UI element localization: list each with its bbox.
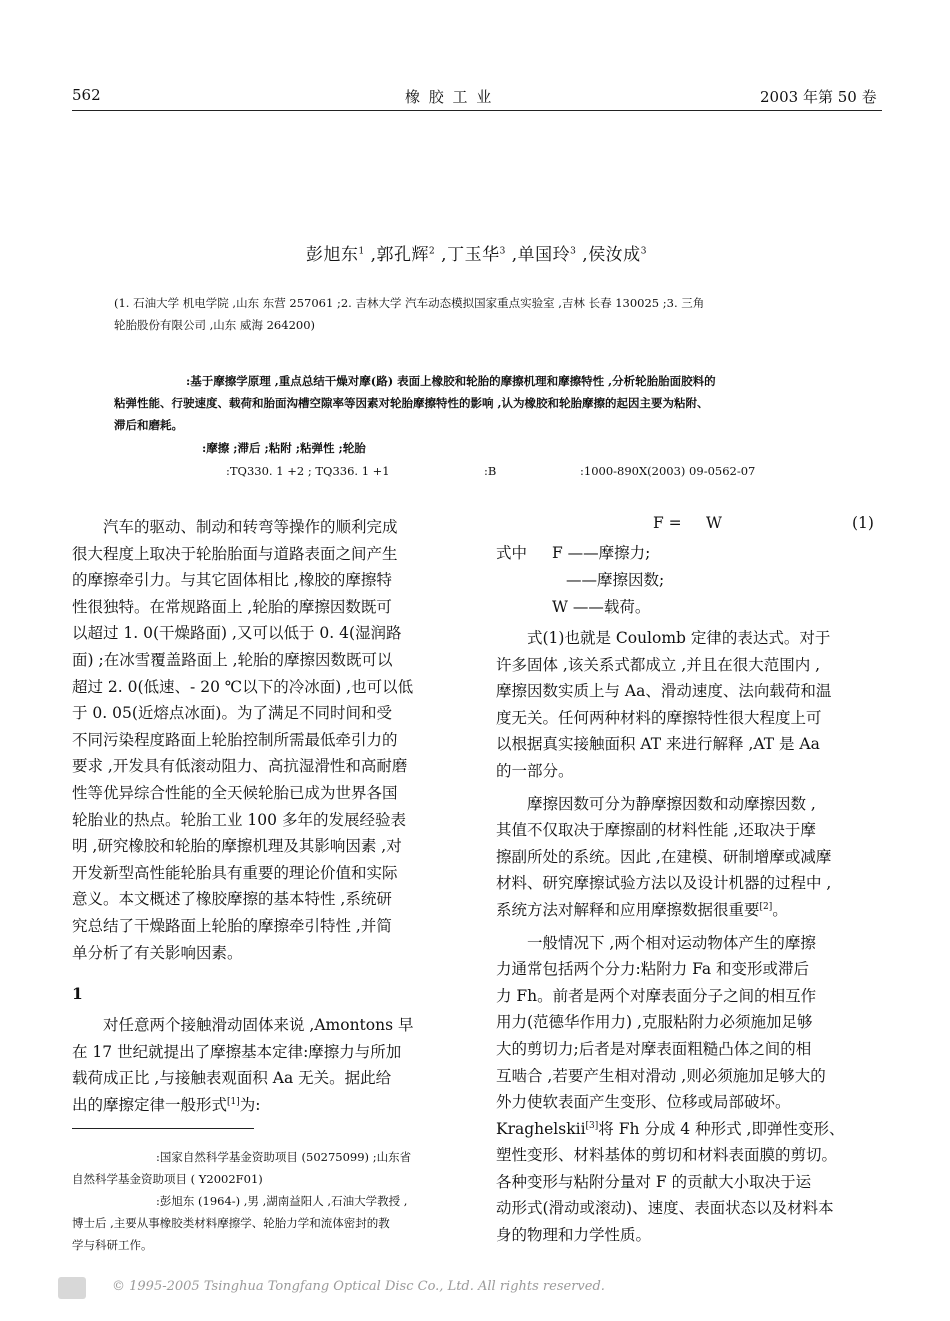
- text-line: 动形式(滑动或滚动)、速度、表面状态以及材料本: [496, 1199, 834, 1218]
- text-line: 将 Fh 分成 4 种形式 ,即弹性变形、: [598, 1119, 845, 1138]
- definition-line: W ——载荷。: [552, 598, 651, 616]
- affiliation-line: (1. 石油大学 机电学院 ,山东 东营 257061 ;2. 吉林大学 汽车动态模拟国家重点实验室 ,吉林 长春 130025 ;3. 三角: [114, 296, 705, 310]
- document-code: :B: [484, 464, 497, 478]
- citation[interactable]: [3]: [585, 1120, 599, 1131]
- affiliation-mark: 1: [358, 246, 365, 257]
- text-line: 互啮合 ,若要产生相对滑动 ,则必须施加足够大的: [496, 1066, 826, 1085]
- text-line: 很大程度上取决于轮胎胎面与道路表面之间产生: [72, 544, 398, 563]
- text-line: 轮胎业的热点。轮胎工业 100 多年的发展经验表: [72, 810, 406, 829]
- abstract-line: 粘弹性能、行驶速度、载荷和胎面沟槽空隙率等因素对轮胎摩擦特性的影响 ,认为橡胶和轮胎摩擦的起因主要为粘附、: [114, 396, 709, 410]
- author-name: 彭旭东: [306, 245, 359, 265]
- text-line: 塑性变形、材料基体的剪切和材料表面膜的剪切。: [496, 1146, 838, 1165]
- text-line: 摩擦因数可分为静摩擦因数和动摩擦因数 ,: [527, 794, 816, 813]
- citation[interactable]: [1]: [227, 1096, 240, 1107]
- text-line: 以根据真实接触面积 AT 来进行解释 ,AT 是 Aa: [496, 735, 820, 754]
- footnote-rule: [72, 1128, 254, 1129]
- author-separator: ,: [576, 245, 589, 265]
- paragraph-friction-factor: [496, 791, 882, 897]
- section1-body: [72, 1012, 458, 1118]
- author-name: 单国玲: [517, 245, 571, 265]
- text-line: 的摩擦牵引力。与其它固体相比 ,橡胶的摩擦特: [72, 571, 392, 590]
- keywords: :摩擦 ;滞后 ;粘附 ;粘弹性 ;轮胎: [202, 441, 366, 455]
- text-line: 在 17 世纪就提出了摩擦基本定律:摩擦力与所加: [72, 1042, 402, 1061]
- left-column: [72, 514, 458, 966]
- author-name: 侯汝成: [588, 245, 641, 265]
- text-line: 大的剪切力;后者是对摩表面粗糙凸体之间的相: [496, 1039, 812, 1058]
- author-bio: :彭旭东 (1964-) ,男 ,湖南益阳人 ,石油大学教授 ,: [156, 1194, 408, 1208]
- paragraph-components: [496, 930, 882, 1116]
- affiliation-mark: 3: [570, 246, 577, 257]
- author-separator: ,: [364, 245, 377, 265]
- affiliation-mark: 2: [429, 246, 436, 257]
- abstract-line: :基于摩擦学原理 ,重点总结干燥对摩(路) 表面上橡胶和轮胎的摩擦机理和摩擦特性 ,分析轮胎胎面胶料的: [186, 374, 716, 388]
- text-line: 究总结了干燥路面上轮胎的摩擦牵引特性 ,并简: [72, 916, 392, 935]
- text-line: 超过 2. 0(低速、- 20 ℃以下的冷冰面) ,也可以低: [72, 677, 414, 696]
- definition-line: ——摩擦因数;: [566, 571, 665, 589]
- paragraph-coulomb: [496, 625, 882, 785]
- text-line: 要求 ,开发具有低滚动阻力、高抗湿滑性和高耐磨: [72, 757, 408, 776]
- text-line: 汽车的驱动、制动和转弯等操作的顺利完成: [103, 518, 398, 536]
- journal-title: 橡 胶 工 业: [405, 88, 494, 106]
- text-line: 出的摩擦定律一般形式: [72, 1095, 228, 1114]
- abstract-line: 滞后和磨耗。: [114, 418, 183, 432]
- author-separator: ,: [505, 245, 518, 265]
- text-line: 其值不仅取决于摩擦副的材料性能 ,还取决于摩: [496, 821, 816, 840]
- section1-paragraph: [72, 1012, 458, 1092]
- text-line: 度无关。任何两种材料的摩擦特性很大程度上可: [496, 708, 822, 727]
- text-line: 性很独特。在常规路面上 ,轮胎的摩擦因数既可: [72, 597, 392, 616]
- text-line: 擦副所处的系统。因此 ,在建模、研制增摩或减摩: [496, 847, 832, 866]
- definition-line: F ——摩擦力;: [552, 544, 651, 562]
- text-line: 对任意两个接触滑动固体来说 ,Amontons 早: [103, 1016, 414, 1034]
- text-line: Kraghelskii: [496, 1119, 586, 1138]
- author-separator: ,: [435, 245, 448, 265]
- header-rule: [72, 110, 882, 111]
- text-line: 单分析了有关影响因素。: [72, 943, 243, 962]
- author-name: 郭孔辉: [376, 245, 430, 265]
- intro-paragraph: [72, 514, 458, 966]
- citation[interactable]: [2]: [759, 901, 773, 912]
- text-line: 一般情况下 ,两个相对运动物体产生的摩擦: [527, 933, 816, 952]
- text-line: 外力使软表面产生变形、位移或局部破坏。: [496, 1093, 791, 1112]
- author-name: 丁玉华: [447, 245, 500, 265]
- affiliation-line: 轮胎股份有限公司 ,山东 威海 264200): [114, 318, 316, 332]
- text-line: 材料、研究摩擦试验方法以及设计机器的过程中 ,: [496, 874, 832, 893]
- text-line: 面) ;在冰雪覆盖路面上 ,轮胎的摩擦因数既可以: [72, 650, 393, 669]
- text-line: 意义。本文概述了橡胶摩擦的基本特性 ,系统研: [72, 890, 392, 909]
- text-line: 为:: [239, 1095, 261, 1114]
- text-line: 式(1)也就是 Coulomb 定律的表达式。对于: [527, 629, 831, 647]
- equation-number: (1): [852, 514, 874, 532]
- text-line: 性等优异综合性能的全天候轮胎已成为世界各国: [72, 783, 398, 802]
- text-line: 许多固体 ,该关系式都成立 ,并且在很大范围内 ,: [496, 655, 821, 674]
- footnotes: [72, 1146, 458, 1256]
- text-line: 身的物理和力学性质。: [496, 1226, 652, 1245]
- paragraph-line: [496, 1116, 882, 1143]
- text-line: 摩擦因数实质上与 Aa、滑动速度、法向载荷和温: [496, 682, 832, 701]
- text-line: 开发新型高性能轮胎具有重要的理论价值和实际: [72, 863, 398, 882]
- paragraph-components-cont: [496, 1142, 882, 1248]
- abstract: [114, 370, 854, 436]
- text-line: 载荷成正比 ,与接触表观面积 Aa 无关。据此给: [72, 1069, 392, 1088]
- author-bio: 学与科研工作。: [72, 1238, 153, 1252]
- text-line: 于 0. 05(近熔点冰面)。为了满足不同时间和受: [72, 704, 392, 723]
- section-heading: 1: [72, 984, 83, 1003]
- text-line: 力通常包括两个分力:粘附力 Fa 和变形或滞后: [496, 960, 810, 979]
- equation-lhs: F =: [653, 514, 682, 532]
- text-line: 明 ,研究橡胶和轮胎的摩擦机理及其影响因素 ,对: [72, 837, 402, 856]
- text-line: 系统方法对解释和应用摩擦数据很重要: [496, 900, 760, 919]
- where-label: 式中: [496, 544, 528, 562]
- equation-rhs: W: [706, 514, 722, 532]
- text-line: 力 Fh。前者是两个对摩表面分子之间的相互作: [496, 986, 817, 1005]
- affiliation-mark: 3: [499, 246, 506, 257]
- copyright-notice: © 1995-2005 Tsinghua Tongfang Optical Disc Co., Ltd. All rights reserved.: [112, 1279, 605, 1294]
- funding-note: :国家自然科学基金资助项目 (50275099) ;山东省: [156, 1150, 412, 1164]
- page-number: 562: [72, 86, 101, 104]
- paragraph-last-line: [496, 897, 882, 924]
- author-bio: 博士后 ,主要从事橡胶类材料摩擦学、轮胎力学和流体密封的教: [72, 1216, 390, 1230]
- text-line: 以超过 1. 0(干燥路面) ,又可以低于 0. 4(湿润路: [72, 624, 402, 643]
- text-line: 各种变形与粘附分量对 F 的贡献大小取决于运: [496, 1172, 812, 1191]
- text-line: 不同污染程度路面上轮胎控制所需最低牵引力的: [72, 730, 398, 749]
- funding-note: 自然科学基金资助项目 ( Y2002F01): [72, 1172, 263, 1186]
- author-line: [306, 240, 647, 265]
- article-id: :1000-890X(2003) 09-0562-07: [580, 464, 756, 478]
- section1-last-line: [72, 1092, 458, 1119]
- text-line: 。: [772, 900, 788, 919]
- affiliation-mark: 3: [640, 246, 647, 257]
- volume-label: 2003 年第 50 卷: [760, 88, 877, 106]
- affiliations: [114, 292, 854, 336]
- text-line: 用力(范德华作用力) ,克服粘附力必须施加足够: [496, 1013, 813, 1032]
- classification-number: :TQ330. 1 +2 ; TQ336. 1 +1: [226, 464, 390, 478]
- text-line: 的一部分。: [496, 761, 574, 780]
- right-column: [496, 625, 882, 1249]
- publisher-logo: [58, 1277, 86, 1299]
